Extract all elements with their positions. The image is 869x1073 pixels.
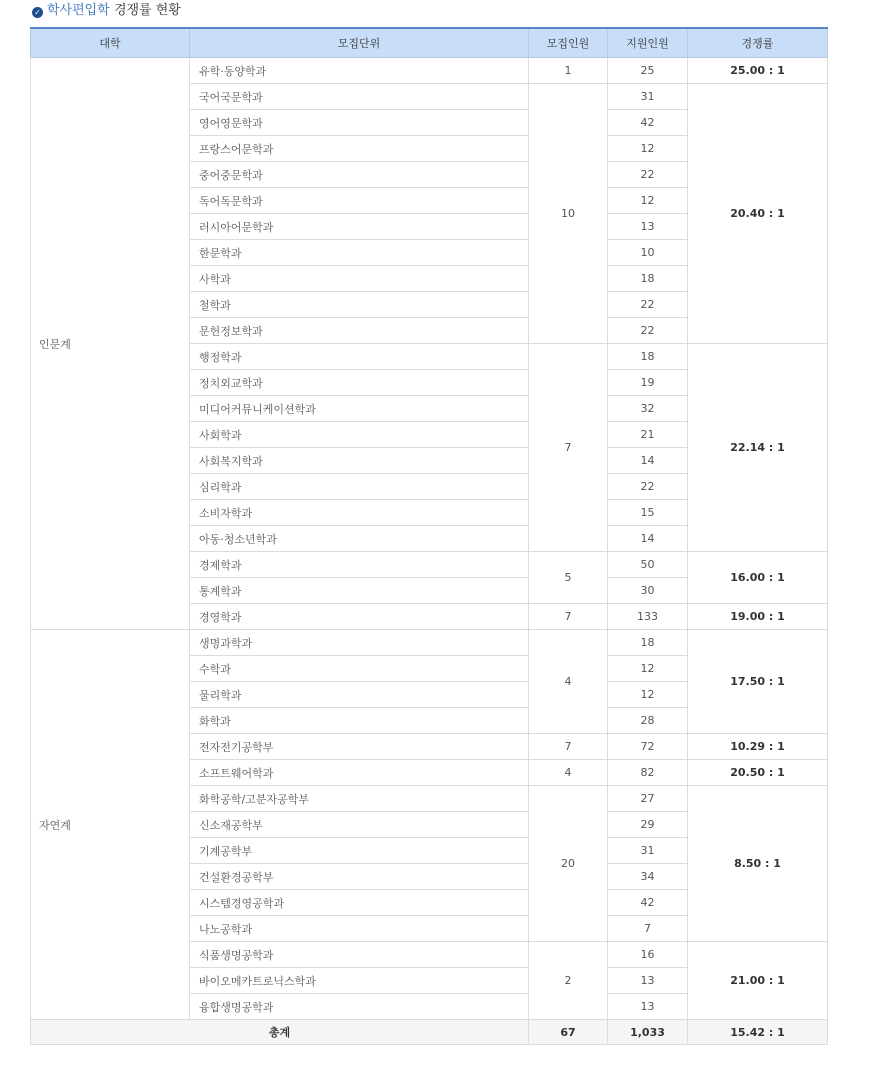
- header-quota: 모집인원: [529, 28, 608, 58]
- quota-cell: 7: [529, 734, 608, 760]
- dept-cell: 화학공학/고분자공학부: [190, 786, 529, 812]
- header-ratio: 경쟁률: [688, 28, 828, 58]
- applicants-cell: 28: [608, 708, 688, 734]
- applicants-cell: 22: [608, 318, 688, 344]
- quota-cell: 5: [529, 552, 608, 604]
- dept-cell: 소프트웨어학과: [190, 760, 529, 786]
- dept-cell: 심리학과: [190, 474, 529, 500]
- dept-cell: 미디어커뮤니케이션학과: [190, 396, 529, 422]
- quota-cell: 1: [529, 58, 608, 84]
- quota-cell: 4: [529, 630, 608, 734]
- applicants-cell: 7: [608, 916, 688, 942]
- dept-cell: 정치외교학과: [190, 370, 529, 396]
- dept-cell: 전자전기공학부: [190, 734, 529, 760]
- ratio-cell: 16.00 : 1: [688, 552, 828, 604]
- applicants-cell: 12: [608, 136, 688, 162]
- dept-cell: 철학과: [190, 292, 529, 318]
- quota-cell: 7: [529, 344, 608, 552]
- dept-cell: 경영학과: [190, 604, 529, 630]
- title-prefix: 학사편입학: [47, 3, 110, 18]
- dept-cell: 나노공학과: [190, 916, 529, 942]
- dept-cell: 중어중문학과: [190, 162, 529, 188]
- applicants-cell: 22: [608, 292, 688, 318]
- applicants-cell: 25: [608, 58, 688, 84]
- ratio-cell: 22.14 : 1: [688, 344, 828, 552]
- dept-cell: 신소재공학부: [190, 812, 529, 838]
- dept-cell: 유학·동양학과: [190, 58, 529, 84]
- ratio-cell: 20.40 : 1: [688, 84, 828, 344]
- quota-cell: 4: [529, 760, 608, 786]
- dept-cell: 수학과: [190, 656, 529, 682]
- total-ratio: 15.42 : 1: [688, 1020, 828, 1045]
- applicants-cell: 10: [608, 240, 688, 266]
- dept-cell: 바이오메카트로닉스학과: [190, 968, 529, 994]
- dept-cell: 사회복지학과: [190, 448, 529, 474]
- applicants-cell: 13: [608, 994, 688, 1020]
- applicants-cell: 13: [608, 214, 688, 240]
- dept-cell: 화학과: [190, 708, 529, 734]
- dept-cell: 시스템경영공학과: [190, 890, 529, 916]
- applicants-cell: 12: [608, 682, 688, 708]
- applicants-cell: 21: [608, 422, 688, 448]
- dept-cell: 프랑스어문학과: [190, 136, 529, 162]
- ratio-cell: 21.00 : 1: [688, 942, 828, 1020]
- applicants-cell: 18: [608, 344, 688, 370]
- dept-cell: 사회학과: [190, 422, 529, 448]
- applicants-cell: 34: [608, 864, 688, 890]
- applicants-cell: 29: [608, 812, 688, 838]
- applicants-cell: 18: [608, 266, 688, 292]
- dept-cell: 생명과학과: [190, 630, 529, 656]
- applicants-cell: 12: [608, 188, 688, 214]
- applicants-cell: 16: [608, 942, 688, 968]
- dept-cell: 통계학과: [190, 578, 529, 604]
- quota-cell: 2: [529, 942, 608, 1020]
- dept-cell: 소비자학과: [190, 500, 529, 526]
- college-cell-science: 자연계: [31, 630, 190, 1020]
- dept-cell: 식품생명공학과: [190, 942, 529, 968]
- dept-cell: 융합생명공학과: [190, 994, 529, 1020]
- applicants-cell: 22: [608, 474, 688, 500]
- quota-cell: 7: [529, 604, 608, 630]
- applicants-cell: 22: [608, 162, 688, 188]
- applicants-cell: 30: [608, 578, 688, 604]
- ratio-cell: 25.00 : 1: [688, 58, 828, 84]
- dept-cell: 경제학과: [190, 552, 529, 578]
- quota-cell: 20: [529, 786, 608, 942]
- ratio-cell: 8.50 : 1: [688, 786, 828, 942]
- table-header-row: [31, 28, 828, 58]
- applicants-cell: 13: [608, 968, 688, 994]
- applicants-cell: 27: [608, 786, 688, 812]
- total-row: [31, 1020, 828, 1045]
- header-applicants: 지원인원: [608, 28, 688, 58]
- applicants-cell: 15: [608, 500, 688, 526]
- applicants-cell: 32: [608, 396, 688, 422]
- dept-cell: 독어독문학과: [190, 188, 529, 214]
- header-unit: 모집단위: [190, 28, 529, 58]
- title-suffix: 경쟁률 현황: [113, 3, 181, 18]
- table-row: [31, 630, 828, 656]
- check-circle-icon: ✓: [32, 7, 43, 18]
- applicants-cell: 50: [608, 552, 688, 578]
- dept-cell: 국어국문학과: [190, 84, 529, 110]
- table-row: [31, 58, 828, 84]
- dept-cell: 물리학과: [190, 682, 529, 708]
- ratio-cell: 10.29 : 1: [688, 734, 828, 760]
- college-cell-humanities: 인문계: [31, 58, 190, 630]
- applicants-cell: 14: [608, 448, 688, 474]
- applicants-cell: 82: [608, 760, 688, 786]
- dept-cell: 아동·청소년학과: [190, 526, 529, 552]
- dept-cell: 영어영문학과: [190, 110, 529, 136]
- ratio-cell: 17.50 : 1: [688, 630, 828, 734]
- dept-cell: 러시아어문학과: [190, 214, 529, 240]
- competition-table: [30, 27, 828, 1045]
- page-title: [32, 0, 181, 22]
- applicants-cell: 18: [608, 630, 688, 656]
- header-college: 대학: [31, 28, 190, 58]
- applicants-cell: 133: [608, 604, 688, 630]
- dept-cell: 기계공학부: [190, 838, 529, 864]
- applicants-cell: 31: [608, 838, 688, 864]
- dept-cell: 사학과: [190, 266, 529, 292]
- total-applicants: 1,033: [608, 1020, 688, 1045]
- dept-cell: 문헌정보학과: [190, 318, 529, 344]
- applicants-cell: 19: [608, 370, 688, 396]
- ratio-cell: 20.50 : 1: [688, 760, 828, 786]
- ratio-cell: 19.00 : 1: [688, 604, 828, 630]
- total-quota: 67: [529, 1020, 608, 1045]
- quota-cell: 10: [529, 84, 608, 344]
- applicants-cell: 31: [608, 84, 688, 110]
- total-label: 총계: [31, 1020, 529, 1045]
- applicants-cell: 72: [608, 734, 688, 760]
- dept-cell: 건설환경공학부: [190, 864, 529, 890]
- applicants-cell: 42: [608, 110, 688, 136]
- applicants-cell: 12: [608, 656, 688, 682]
- dept-cell: 한문학과: [190, 240, 529, 266]
- applicants-cell: 14: [608, 526, 688, 552]
- applicants-cell: 42: [608, 890, 688, 916]
- dept-cell: 행정학과: [190, 344, 529, 370]
